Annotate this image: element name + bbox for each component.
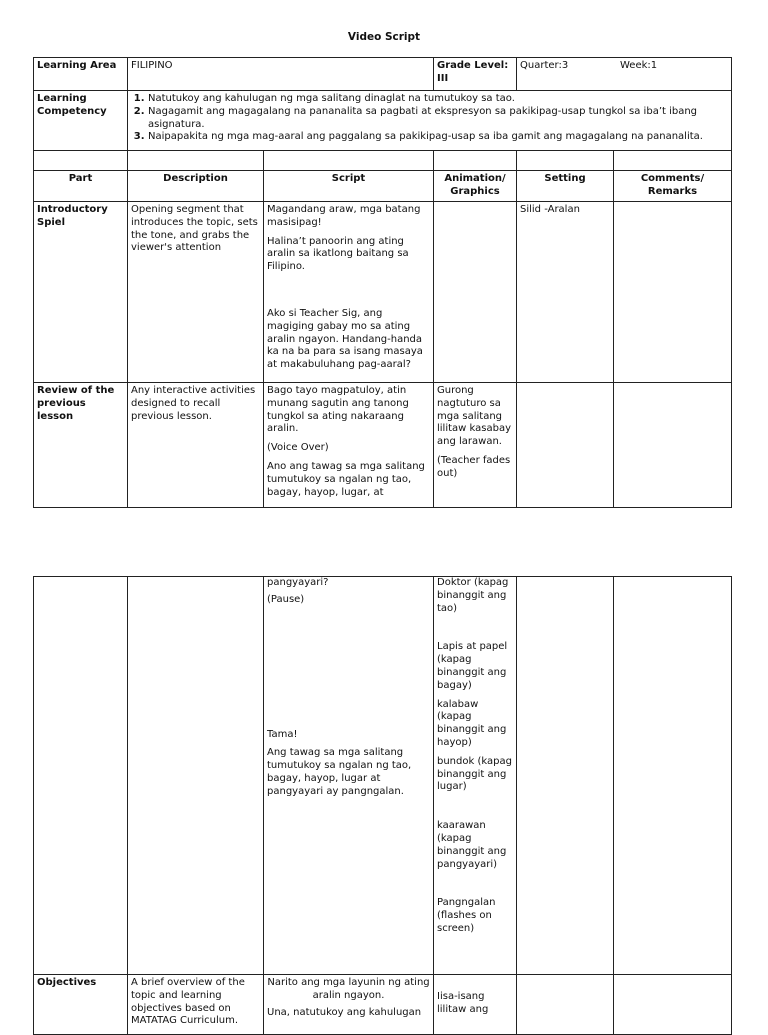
review-cont-script <box>264 577 434 975</box>
competency-label: Learning Competency <box>34 91 128 151</box>
empty-cell <box>434 151 517 171</box>
review-cont-animation <box>434 577 517 975</box>
script-line: Halina’t panoorin ang ating aralin sa ikatlong baitang sa Filipino. <box>267 235 409 273</box>
objectives-script <box>264 975 434 1035</box>
column-header-setting: Setting <box>517 171 614 202</box>
script-line: Una, natutukoy ang kahulugan <box>267 1006 422 1018</box>
script-table-page-2 <box>33 576 732 1035</box>
animation-line: Pangngalan (flashes on screen) <box>437 897 496 934</box>
intro-description: Opening segment that introduces the topic, sets the tone, and grabs the viewer's attention <box>128 202 264 383</box>
quarter-week-cell <box>517 58 732 91</box>
script-line: Ako si Teacher Sig, ang magiging gabay mo sa ating aralin ngayon. Handang-handa ka na ba para sa isang masaya at makabuluhang pag-aaral? <box>267 307 423 371</box>
document-title: Video Script <box>347 31 421 43</box>
competency-item: 1. Natutukoy ang kahulugan ng mga salitang dinaglat na tumutukoy sa tao. <box>148 93 728 106</box>
column-header-script: Script <box>264 171 434 202</box>
learning-area-value: FILIPINO <box>128 58 434 91</box>
script-line: Tama! <box>267 728 298 740</box>
column-header-description: Description <box>128 171 264 202</box>
script-line: (Pause) <box>267 593 305 605</box>
competency-item: 3. Naipapakita ng mga mag-aaral ang paggalang sa pakikipag-usap sa iba gamit ang magagalang na pananalita. <box>148 131 728 144</box>
grade-level-value: III <box>437 72 449 84</box>
review-description: Any interactive activities designed to recall previous lesson. <box>128 383 264 508</box>
review-setting <box>517 383 614 508</box>
review-script <box>264 383 434 508</box>
intro-script <box>264 202 434 383</box>
intro-part: Introductory Spiel <box>34 202 128 383</box>
empty-cell <box>128 151 264 171</box>
quarter-value: Quarter:3 <box>520 60 569 71</box>
intro-animation <box>434 202 517 383</box>
animation-line: Lapis at papel (kapag binanggit ang bagay) <box>437 641 508 691</box>
script-line: (Voice Over) <box>267 442 329 454</box>
empty-cell <box>517 151 614 171</box>
objectives-comments <box>614 975 732 1035</box>
review-cont-part <box>34 577 128 975</box>
animation-line: Gurong nagtuturo sa mga salitang lilitaw kasabay ang larawan. <box>437 385 511 448</box>
review-part: Review of the previous lesson <box>34 383 128 508</box>
review-cont-description <box>128 577 264 975</box>
column-header-comments: Comments/ Remarks <box>614 171 732 202</box>
learning-area-label: Learning Area <box>34 58 128 91</box>
empty-cell <box>264 151 434 171</box>
script-line: Narito ang mga layunin ng ating aralin ngayon. <box>267 977 430 1001</box>
intro-comments <box>614 202 732 383</box>
objectives-setting <box>517 975 614 1035</box>
grade-level-cell <box>434 58 517 91</box>
column-header-part: Part <box>34 171 128 202</box>
review-comments <box>614 383 732 508</box>
animation-line: bundok (kapag binanggit ang lugar) <box>437 755 512 793</box>
grade-level-label: Grade Level: <box>437 60 509 71</box>
empty-cell <box>34 151 128 171</box>
intro-setting: Silid -Aralan <box>517 202 614 383</box>
animation-line: Iisa-isang lilitaw ang <box>437 991 489 1015</box>
objectives-animation <box>434 975 517 1035</box>
script-line: Ang tawag sa mga salitang tumutukoy sa ngalan ng tao, bagay, hayop, lugar at pangyayari ay pangngalan. <box>267 747 412 797</box>
script-line: pangyayari? <box>267 577 329 588</box>
review-cont-comments <box>614 577 732 975</box>
script-line: Bago tayo magpatuloy, atin munang sagutin ang tanong tungkol sa ating nakaraang aralin. <box>267 385 409 435</box>
competency-item: 2. Nagagamit ang magagalang na pananalita sa pagbati at ekspresyon sa pakikipag-usap tungkol sa iba’t ibang asignatura. <box>148 106 728 132</box>
review-cont-setting <box>517 577 614 975</box>
competency-list <box>131 93 728 144</box>
animation-line: kalabaw (kapag binanggit ang hayop) <box>437 698 507 748</box>
review-animation <box>434 383 517 508</box>
objectives-description: A brief overview of the topic and learning objectives based on MATATAG Curriculum. <box>128 975 264 1035</box>
script-line: Ano ang tawag sa mga salitang tumutukoy sa ngalan ng tao, bagay, hayop, lugar, at <box>267 460 425 498</box>
script-table-page-1 <box>33 57 732 508</box>
column-header-animation: Animation/ Graphics <box>434 171 517 202</box>
objectives-part: Objectives <box>34 975 128 1035</box>
animation-line: Doktor (kapag binanggit ang tao) <box>437 577 509 614</box>
script-line: Magandang araw, mga batang masisipag! <box>267 204 421 228</box>
animation-line: (Teacher fades out) <box>437 454 511 479</box>
empty-cell <box>614 151 732 171</box>
competency-list-cell <box>128 91 732 151</box>
week-value: Week:1 <box>620 60 658 71</box>
animation-line: kaarawan (kapag binanggit ang pangyayari) <box>437 820 507 870</box>
